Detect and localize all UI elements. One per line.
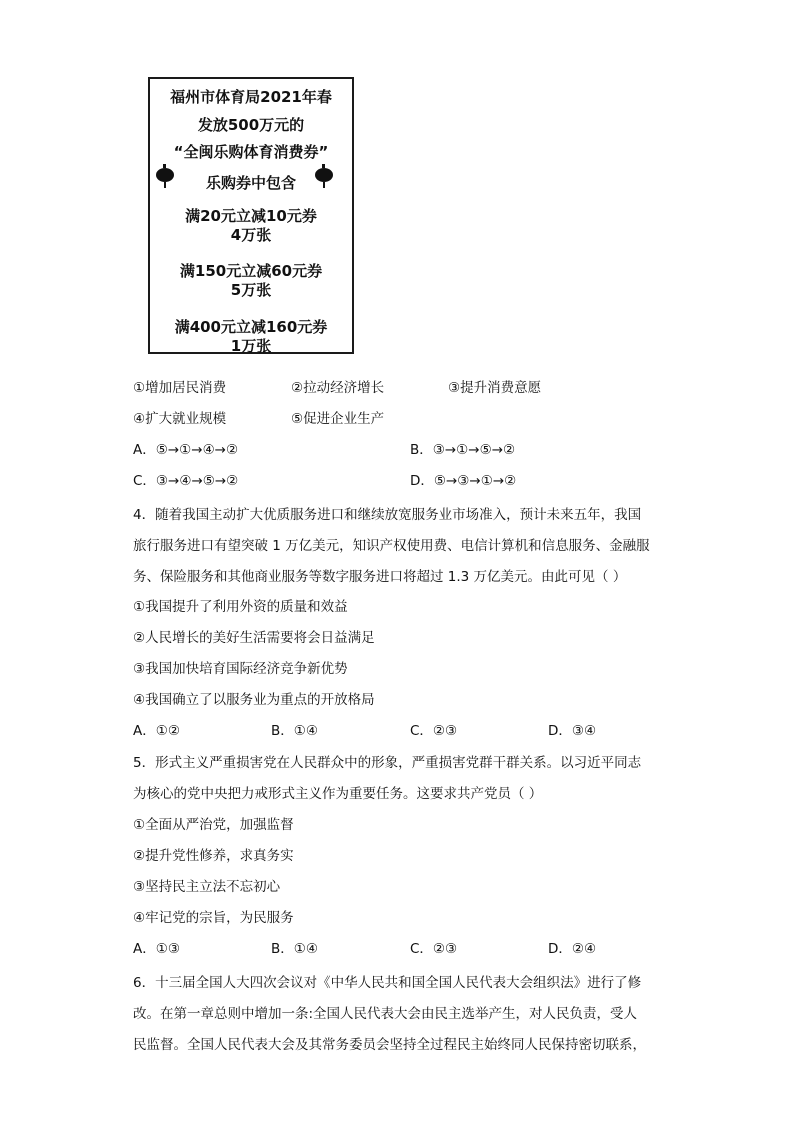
q4-stem: 务、保险服务和其他商业服务等数字服务进口将超过 1.3 万亿美元。由此可见（ ）	[133, 569, 627, 585]
q4-item: ①我国提升了利用外资的质量和效益	[133, 599, 348, 615]
q4-item: ③我国加快培育国际经济竞争新优势	[133, 661, 348, 677]
q4-item: ④我国确立了以服务业为重点的开放格局	[133, 692, 375, 708]
q3-option-d[interactable]: D．⑤→③→①→②	[410, 473, 517, 489]
lantern-icon	[313, 164, 335, 188]
q4-stem: 4．随着我国主动扩大优质服务进口和继续放宽服务业市场准入，预计未来五年，我国	[133, 507, 642, 523]
poster-line: 满150元立减60元券	[179, 262, 323, 280]
poster-line: 福州市体育局2021年春	[170, 88, 332, 106]
consumption-voucher-poster	[148, 77, 354, 354]
q5-option-b[interactable]: B．①④	[271, 941, 318, 957]
q4-item: ②人民增长的美好生活需要将会日益满足	[133, 630, 375, 646]
q3-item: ⑤促进企业生产	[291, 411, 385, 427]
poster-line: 4万张	[230, 226, 272, 244]
q3-item: ③提升消费意愿	[448, 380, 542, 396]
q5-option-c[interactable]: C．②③	[410, 941, 458, 957]
q4-option-d[interactable]: D．③④	[548, 723, 597, 739]
q4-stem: 旅行服务进口有望突破 1 万亿美元，知识产权使用费、电信计算机和信息服务、金融服	[133, 538, 650, 554]
poster-line: 5万张	[230, 281, 272, 299]
poster-line: “全闽乐购体育消费券”	[173, 143, 329, 161]
lantern-icon	[154, 164, 176, 188]
poster-line: 满20元立减10元券	[185, 207, 317, 225]
q5-option-d[interactable]: D．②④	[548, 941, 597, 957]
q5-stem: 为核心的党中央把力戒形式主义作为重要任务。这要求共产党员（ ）	[133, 786, 543, 802]
q3-option-b[interactable]: B．③→①→⑤→②	[410, 442, 516, 458]
poster-line: 满400元立减160元券	[174, 318, 328, 336]
poster-line: 乐购券中包含	[205, 174, 296, 192]
q5-item: ④牢记党的宗旨，为民服务	[133, 910, 294, 926]
q5-item: ②提升党性修养，求真务实	[133, 848, 294, 864]
q5-option-a[interactable]: A．①③	[133, 941, 180, 957]
q5-item: ③坚持民主立法不忘初心	[133, 879, 281, 895]
q4-option-a[interactable]: A．①②	[133, 723, 180, 739]
q6-stem: 6．十三届全国人大四次会议对《中华人民共和国全国人民代表大会组织法》进行了修	[133, 975, 642, 991]
q3-option-c[interactable]: C．③→④→⑤→②	[133, 473, 239, 489]
q3-item: ②拉动经济增长	[291, 380, 385, 396]
q3-option-a[interactable]: A．⑤→①→④→②	[133, 442, 239, 458]
poster-line: 发放500万元的	[197, 116, 305, 134]
q6-stem: 民监督。全国人民代表大会及其常务委员会坚持全过程民主始终同人民保持密切联系，	[133, 1037, 646, 1053]
q3-item: ④扩大就业规模	[133, 411, 227, 427]
poster-line: 1万张	[230, 337, 272, 355]
q4-option-b[interactable]: B．①④	[271, 723, 318, 739]
q5-stem: 5．形式主义严重损害党在人民群众中的形象，严重损害党群干群关系。以习近平同志	[133, 755, 642, 771]
q4-option-c[interactable]: C．②③	[410, 723, 458, 739]
q3-item: ①增加居民消费	[133, 380, 227, 396]
q5-item: ①全面从严治党，加强监督	[133, 817, 294, 833]
q6-stem: 改。在第一章总则中增加一条:全国人民代表大会由民主选举产生，对人民负责，受人	[133, 1006, 638, 1022]
